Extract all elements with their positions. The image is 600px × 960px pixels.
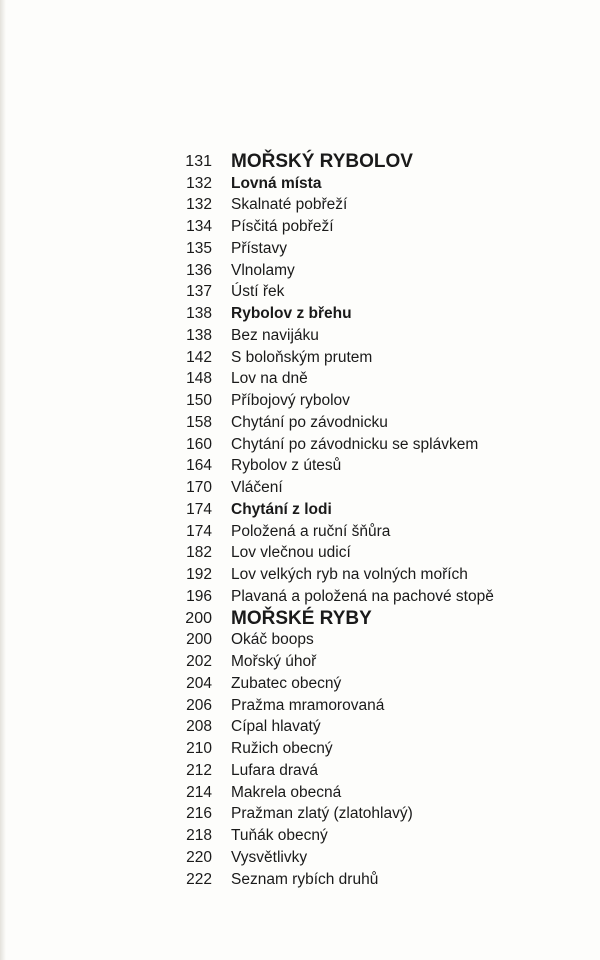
toc-entry <box>160 717 560 739</box>
toc-page-number: 138 <box>186 326 212 344</box>
toc-entry <box>160 412 560 434</box>
toc-entry-title: Cípal hlavatý <box>231 718 321 736</box>
toc-page-number: 222 <box>186 870 212 888</box>
toc-entry-title: Chytání z lodi <box>231 500 332 518</box>
toc-entry <box>160 390 560 412</box>
toc-page-number: 220 <box>186 848 212 866</box>
toc-entry <box>160 608 560 630</box>
toc-entry-title: MOŘSKÉ RYBY <box>231 607 372 629</box>
toc-entry <box>160 804 560 826</box>
toc-entry-title: MOŘSKÝ RYBOLOV <box>231 150 413 172</box>
toc-entry <box>160 651 560 673</box>
toc-entry-title: Mořský úhoř <box>231 653 317 671</box>
toc-page-number: 132 <box>186 174 212 192</box>
toc-entry-title: Okáč boops <box>231 631 314 649</box>
toc-page-number: 182 <box>186 544 212 562</box>
toc-entry <box>160 499 560 521</box>
toc-page-number: 174 <box>186 500 212 518</box>
toc-entry <box>160 151 560 173</box>
toc-page-number: 158 <box>186 413 212 431</box>
toc-entry <box>160 195 560 217</box>
toc-entry-title: Seznam rybích druhů <box>231 870 379 888</box>
toc-page-number: 218 <box>186 827 212 845</box>
toc-page-number: 131 <box>185 152 212 170</box>
toc-entry <box>160 369 560 391</box>
toc-entry <box>160 586 560 608</box>
toc-page-number: 150 <box>186 392 212 410</box>
toc-entry-title: Rybolov z útesů <box>231 457 342 475</box>
toc-entry <box>160 543 560 565</box>
toc-page-number: 202 <box>186 653 212 671</box>
toc-page-number: 137 <box>186 283 212 301</box>
toc-entry-title: Vláčení <box>231 479 283 497</box>
toc-page-number: 160 <box>186 435 212 453</box>
toc-page-number: 210 <box>186 740 212 758</box>
toc-entry-title: Bez navijáku <box>231 326 319 344</box>
toc-entry-title: Písčitá pobřeží <box>231 218 334 236</box>
toc-page-number: 206 <box>186 696 212 714</box>
toc-page-number: 192 <box>186 566 212 584</box>
toc-entry-title: Plavaná a položená na pachové stopě <box>231 587 494 605</box>
toc-page-number: 164 <box>186 457 212 475</box>
toc-entry <box>160 521 560 543</box>
toc-page-number: 196 <box>186 587 212 605</box>
toc-entry-title: Lovná místa <box>231 174 322 192</box>
toc-page-number: 135 <box>186 239 212 257</box>
toc-entry-title: Lov velkých ryb na volných mořích <box>231 566 468 584</box>
toc-entry <box>160 869 560 891</box>
toc-page-number: 174 <box>186 522 212 540</box>
toc-entry-title: Ústí řek <box>231 283 285 301</box>
toc-entry <box>160 738 560 760</box>
toc-entry-title: Vlnolamy <box>231 261 295 279</box>
toc-page-number: 138 <box>186 305 212 323</box>
toc-entry <box>160 477 560 499</box>
toc-entry <box>160 347 560 369</box>
toc-entry-title: Příbojový rybolov <box>231 392 350 410</box>
toc-entry-title: Chytání po závodnicku se splávkem <box>231 435 479 453</box>
toc-entry-title: Pražman zlatý (zlatohlavý) <box>231 805 413 823</box>
toc-entry-title: Rybolov z břehu <box>231 305 352 323</box>
toc-entry <box>160 434 560 456</box>
toc-page-number: 216 <box>186 805 212 823</box>
toc-entry-title: Položená a ruční šňůra <box>231 522 391 540</box>
toc-entry <box>160 847 560 869</box>
toc-entry-title: Vysvětlivky <box>231 848 308 866</box>
toc-page-number: 170 <box>186 479 212 497</box>
toc-entry <box>160 325 560 347</box>
toc-page-number: 204 <box>186 674 212 692</box>
page-edge-shadow <box>0 0 6 960</box>
toc-entry-title: S boloňským prutem <box>231 348 373 366</box>
toc-entry <box>160 303 560 325</box>
toc-entry-title: Lov na dně <box>231 370 308 388</box>
table-of-contents <box>160 151 560 891</box>
toc-page-number: 212 <box>186 761 212 779</box>
toc-page-number: 134 <box>186 218 212 236</box>
toc-entry-title: Zubatec obecný <box>231 674 342 692</box>
toc-entry-title: Chytání po závodnicku <box>231 413 388 431</box>
toc-entry-title: Lufara dravá <box>231 761 319 779</box>
toc-page-number: 148 <box>186 370 212 388</box>
toc-entry-title: Tuňák obecný <box>231 827 328 845</box>
toc-entry <box>160 260 560 282</box>
toc-page-number: 142 <box>186 348 212 366</box>
toc-entry-title: Skalnaté pobřeží <box>231 196 348 214</box>
toc-page-number: 214 <box>186 783 212 801</box>
toc-page-number: 208 <box>186 718 212 736</box>
toc-entry <box>160 456 560 478</box>
toc-entry <box>160 238 560 260</box>
toc-entry-title: Makrela obecná <box>231 783 342 801</box>
toc-entry <box>160 630 560 652</box>
toc-page-number: 200 <box>185 609 212 627</box>
toc-entry-title: Lov vlečnou udicí <box>231 544 351 562</box>
toc-entry <box>160 216 560 238</box>
toc-entry <box>160 825 560 847</box>
toc-page-number: 132 <box>186 196 212 214</box>
toc-entry-title: Ružich obecný <box>231 740 333 758</box>
toc-entry <box>160 173 560 195</box>
toc-entry-title: Přístavy <box>231 239 287 257</box>
toc-entry-title: Pražma mramorovaná <box>231 696 385 714</box>
toc-page-number: 200 <box>186 631 212 649</box>
toc-entry <box>160 282 560 304</box>
toc-entry <box>160 760 560 782</box>
toc-entry <box>160 695 560 717</box>
toc-page-number: 136 <box>186 261 212 279</box>
toc-entry <box>160 782 560 804</box>
toc-entry <box>160 673 560 695</box>
toc-entry <box>160 564 560 586</box>
